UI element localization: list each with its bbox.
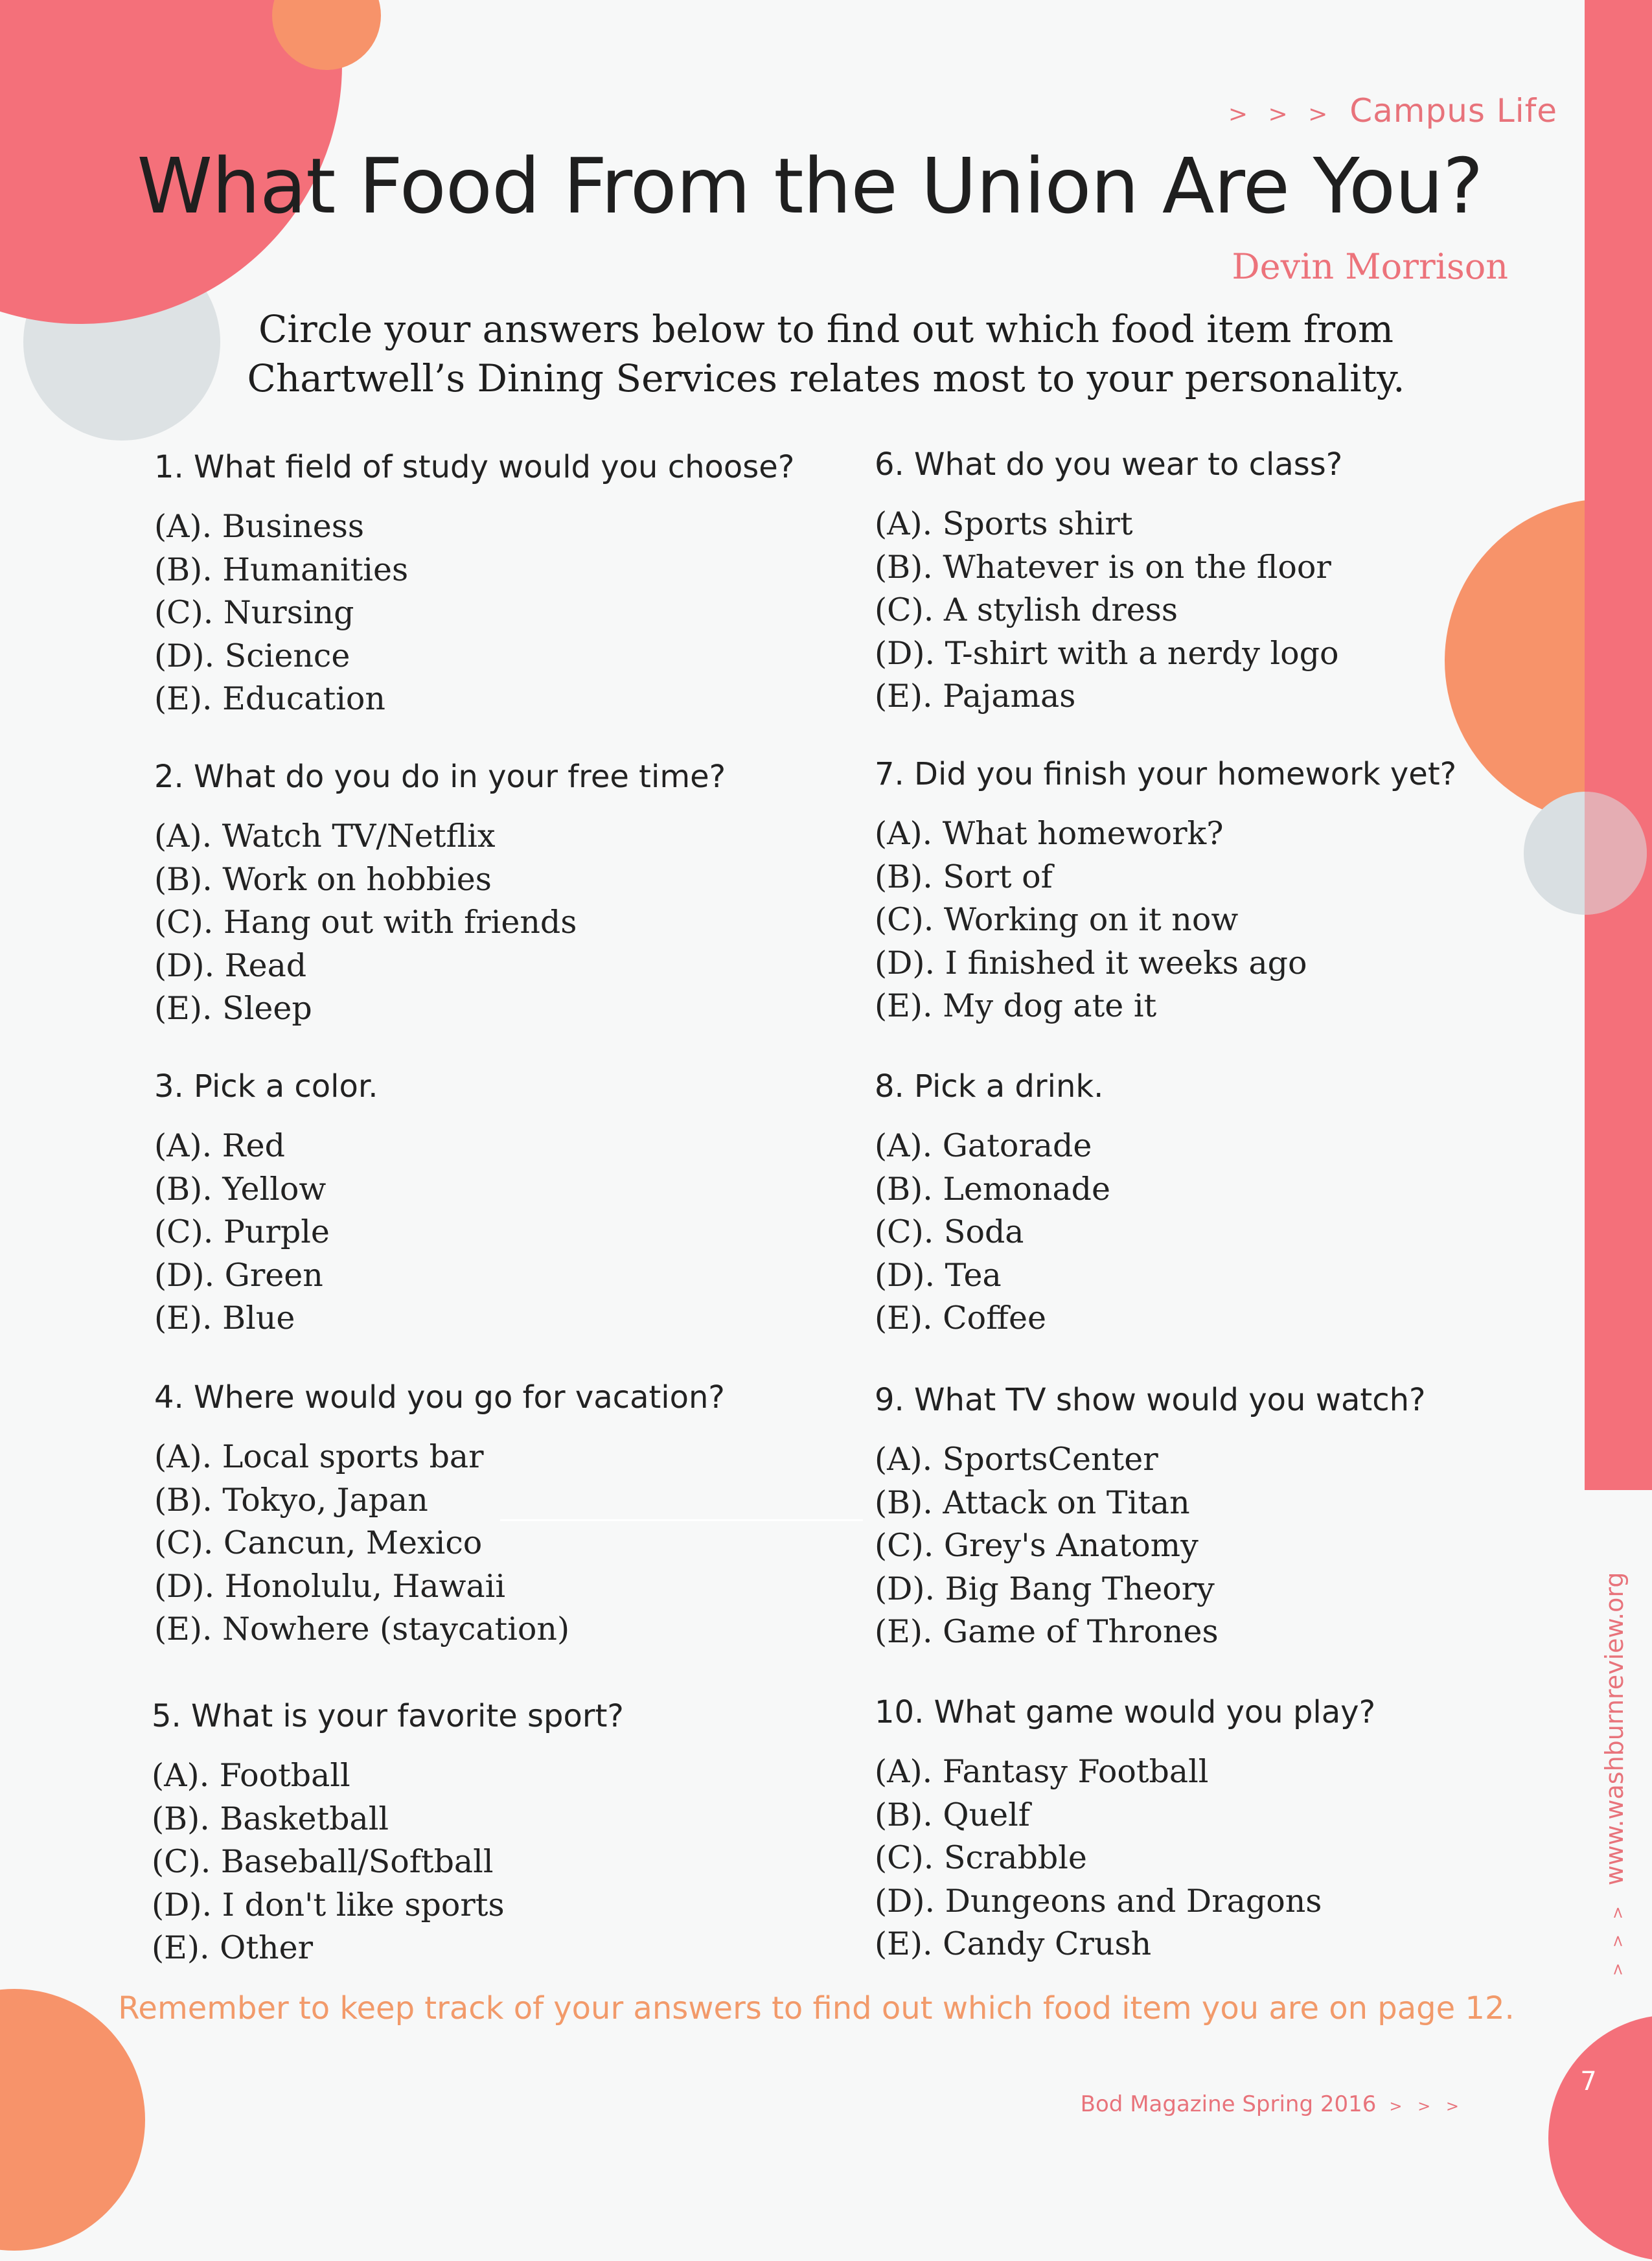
question-4 <box>154 1376 802 1651</box>
answer-option[interactable]: (C). Nursing <box>154 594 354 631</box>
answer-option[interactable]: (B). Work on hobbies <box>154 860 492 898</box>
question-text: 5. What is your favorite sport? <box>152 1698 624 1734</box>
answer-option[interactable]: (A). SportsCenter <box>875 1441 1158 1478</box>
answer-option[interactable]: (E). Education <box>154 680 385 717</box>
answer-option[interactable]: (C). A stylish dress <box>875 591 1178 628</box>
answer-option[interactable]: (A). Fantasy Football <box>875 1753 1209 1790</box>
answer-option[interactable]: (C). Working on it now <box>875 901 1239 938</box>
question-text: 2. What do you do in your free time? <box>154 759 726 795</box>
question-text: 10. What game would you play? <box>875 1694 1376 1730</box>
answer-option[interactable]: (A). Watch TV/Netflix <box>154 818 496 855</box>
answer-option[interactable]: (E). Other <box>152 1929 313 1966</box>
magazine-name: Bod Magazine Spring 2016 <box>1080 2091 1377 2117</box>
answer-option[interactable]: (B). Lemonade <box>875 1170 1111 1208</box>
question-text: 9. What TV show would you watch? <box>875 1382 1426 1418</box>
question-1 <box>154 446 802 721</box>
answer-option[interactable]: (D). Dungeons and Dragons <box>875 1882 1322 1920</box>
coral-circle-bottom-right <box>1548 2015 1652 2261</box>
answer-option[interactable]: (D). Tea <box>875 1256 1002 1294</box>
page-number: 7 <box>1580 2067 1597 2096</box>
answer-options <box>875 1438 1522 1654</box>
magazine-footer <box>1081 2091 1464 2117</box>
answer-option[interactable]: (D). Big Bang Theory <box>875 1570 1215 1607</box>
arrows-icon: > > > <box>1389 2097 1464 2115</box>
answer-option[interactable]: (D). Honolulu, Hawaii <box>154 1567 506 1605</box>
answer-options <box>875 812 1522 1028</box>
answer-option[interactable]: (D). I finished it weeks ago <box>875 944 1307 981</box>
answer-option[interactable]: (D). Science <box>154 637 350 674</box>
answer-option[interactable]: (A). What homework? <box>875 815 1224 852</box>
answer-option[interactable]: (D). T-shirt with a nerdy logo <box>875 634 1339 672</box>
answer-options <box>875 503 1522 718</box>
answer-option[interactable]: (B). Sort of <box>875 858 1053 895</box>
question-6 <box>875 443 1522 718</box>
website-url-text: www.washburnreview.org <box>1600 1572 1629 1886</box>
question-7 <box>875 753 1522 1028</box>
answer-option[interactable]: (B). Quelf <box>875 1796 1030 1833</box>
answer-option[interactable]: (D). Green <box>154 1256 323 1294</box>
answer-options <box>152 1754 799 1970</box>
answer-option[interactable]: (C). Cancun, Mexico <box>154 1524 483 1561</box>
page-title: What Food From the Union Are You? <box>137 141 1483 231</box>
answer-options <box>154 1436 802 1651</box>
question-text: 1. What field of study would you choose? <box>154 449 795 485</box>
answer-options <box>154 815 802 1031</box>
section-label-text: Campus Life <box>1349 92 1557 130</box>
question-10 <box>875 1691 1522 1966</box>
question-9 <box>875 1379 1522 1654</box>
answer-option[interactable]: (A). Business <box>154 508 365 545</box>
answer-option[interactable]: (C). Soda <box>875 1213 1024 1250</box>
answer-option[interactable]: (B). Basketball <box>152 1800 389 1837</box>
answer-options <box>875 1125 1522 1340</box>
answer-option[interactable]: (E). Sleep <box>154 990 312 1027</box>
answer-option[interactable]: (C). Scrabble <box>875 1839 1087 1876</box>
answer-option[interactable]: (E). My dog ate it <box>875 987 1157 1024</box>
question-3 <box>154 1065 802 1340</box>
answer-option[interactable]: (E). Coffee <box>875 1300 1046 1337</box>
question-2 <box>154 755 802 1031</box>
answer-option[interactable]: (A). Sports shirt <box>875 505 1133 542</box>
answer-options <box>154 505 802 721</box>
answer-option[interactable]: (B). Humanities <box>154 551 409 588</box>
answer-option[interactable]: (C). Grey's Anatomy <box>875 1527 1199 1564</box>
question-8 <box>875 1065 1522 1340</box>
answer-option[interactable]: (A). Gatorade <box>875 1127 1092 1164</box>
intro-paragraph <box>130 304 1522 403</box>
footer-note: Remember to keep track of your answers to find out which food item you are on page 12. <box>118 1990 1515 2026</box>
author-byline: Devin Morrison <box>1232 246 1508 287</box>
answer-option[interactable]: (D). I don't like sports <box>152 1886 505 1923</box>
arrows-icon: > > > <box>1228 101 1335 128</box>
orange-circle-bottom-left <box>0 1989 145 2251</box>
answer-option[interactable]: (B). Whatever is on the floor <box>875 548 1331 586</box>
question-text: 8. Pick a drink. <box>875 1068 1104 1105</box>
answer-option[interactable]: (A). Local sports bar <box>154 1438 484 1475</box>
answer-option[interactable]: (B). Tokyo, Japan <box>154 1481 428 1519</box>
answer-option[interactable]: (A). Football <box>152 1757 350 1794</box>
answer-option[interactable]: (E). Nowhere (staycation) <box>154 1611 570 1647</box>
intro-line: Circle your answers below to find out which food item from <box>258 307 1394 351</box>
answer-option[interactable]: (E). Pajamas <box>875 678 1076 715</box>
question-text: 4. Where would you go for vacation? <box>154 1379 725 1416</box>
question-text: 3. Pick a color. <box>154 1068 378 1105</box>
question-5 <box>152 1695 799 1970</box>
question-text: 6. What do you wear to class? <box>875 446 1343 483</box>
answer-option[interactable]: (C). Baseball/Softball <box>152 1843 494 1880</box>
answer-option[interactable]: (A). Red <box>154 1127 286 1164</box>
answer-option[interactable]: (E). Candy Crush <box>875 1925 1152 1962</box>
question-text: 7. Did you finish your homework yet? <box>875 756 1457 792</box>
answer-option[interactable]: (E). Game of Thrones <box>875 1613 1219 1650</box>
answer-option[interactable]: (B). Yellow <box>154 1170 327 1208</box>
answer-options <box>875 1750 1522 1966</box>
answer-option[interactable]: (D). Read <box>154 947 307 984</box>
section-label <box>1228 92 1557 130</box>
arrows-icon: > > > <box>1609 1901 1627 1976</box>
answer-option[interactable]: (C). Hang out with friends <box>154 904 577 941</box>
answer-option[interactable]: (C). Purple <box>154 1213 330 1250</box>
answer-option[interactable]: (E). Blue <box>154 1300 295 1337</box>
website-url[interactable] <box>1600 1572 1629 1977</box>
answer-options <box>154 1125 802 1340</box>
answer-option[interactable]: (B). Attack on Titan <box>875 1484 1190 1521</box>
intro-line: Chartwell’s Dining Services relates most to your personality. <box>247 356 1405 400</box>
